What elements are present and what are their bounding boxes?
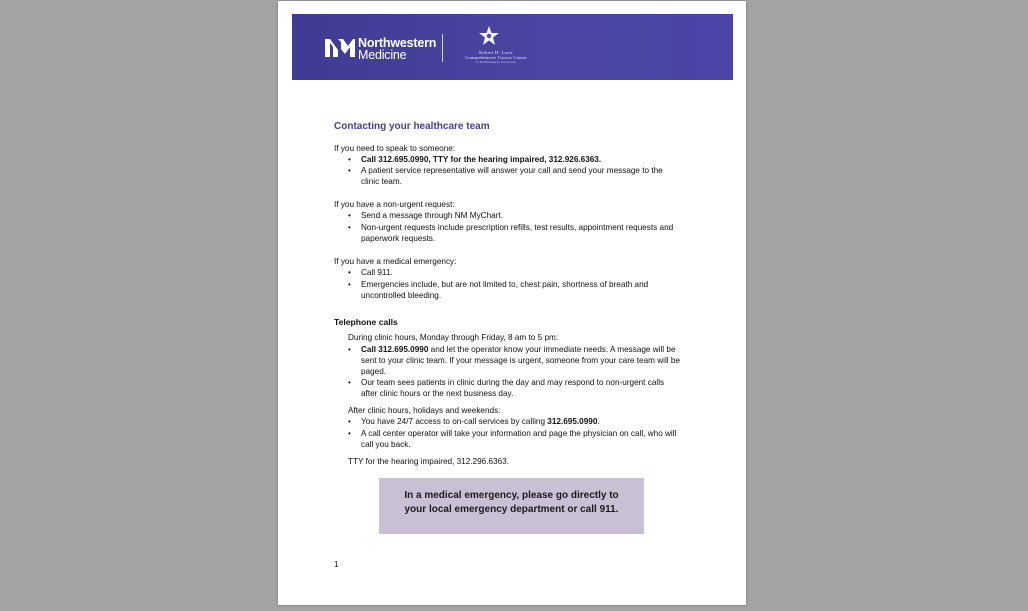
after-bullet-2-line1: A call center operator will take your information and page the physician on call, who will (361, 429, 677, 438)
after-hours-phone: 312.695.0990 (547, 417, 598, 426)
clinic-bullet-1-line2: sent to your clinic team. If your message is urgent, someone from your care team will be (361, 356, 680, 365)
partner-name-line2: Comprehensive Cancer Center (465, 55, 527, 60)
tty-line: TTY for the hearing impaired, 312.296.6363. (348, 457, 509, 466)
emergency-heading: If you have a medical emergency: (334, 257, 457, 266)
nonurgent-bullet-2-line1: Non-urgent requests include prescription refills, test results, appointment requests and (361, 223, 674, 232)
page-title: Contacting your healthcare team (334, 121, 490, 132)
nonurgent-bullet-1: Send a message through NM MyChart. (361, 211, 503, 220)
bullet-icon: • (348, 429, 351, 438)
clinic-bullet-1-rest: and let the operator know your immediate needs. A message will be (428, 345, 676, 354)
callout-line-1: In a medical emergency, please go directly to (404, 490, 619, 501)
bullet-icon: • (348, 223, 351, 232)
nonurgent-bullet-2-line2: paperwork requests. (361, 234, 436, 243)
bullet-icon: • (348, 166, 351, 175)
bullet-icon: • (348, 378, 351, 387)
header-banner (292, 14, 733, 80)
clinic-phone: Call 312.695.0990 (361, 345, 429, 354)
clinic-bullet-2-line1: Our team sees patients in clinic during the day and may respond to non-urgent calls (361, 378, 665, 387)
after-bullet-1 (361, 416, 600, 427)
logo-text-northwestern: Northwestern (358, 36, 437, 50)
bullet-icon: • (348, 417, 351, 426)
northwestern-medicine-logo-icon (324, 37, 356, 59)
emergency-bullet-2-line1: Emergencies include, but are not limited to, chest pain, shortness of breath and (361, 280, 649, 289)
bullet-icon: • (348, 268, 351, 277)
speak-bullet-1: Call 312.695.0990, TTY for the hearing impaired, 312.926.6363. (361, 155, 602, 164)
bullet-icon: • (348, 211, 351, 220)
callout-line-2: your local emergency department or call 911. (404, 503, 619, 515)
page-number: 1 (334, 560, 339, 569)
speak-bullet-2-line1: A patient service representative will answer your call and send your message to the (361, 166, 663, 175)
speak-heading: If you need to speak to someone: (334, 144, 456, 153)
clinic-bullet-1-line1 (361, 344, 676, 355)
document-page (278, 1, 746, 605)
partner-name-line1: Robert H. Lurie (479, 50, 513, 55)
after-bullet-2-line2: call you back. (361, 440, 411, 449)
lurie-star-icon (478, 25, 500, 49)
logo-divider (442, 34, 443, 62)
clinic-bullet-1-line3: paged. (361, 367, 387, 376)
clinic-hours-intro: During clinic hours, Monday through Friday, 8 am to 5 pm: (348, 333, 559, 342)
emergency-bullet-2-line2: uncontrolled bleeding. (361, 291, 442, 300)
partner-name-line3: of Northwestern University (475, 60, 517, 64)
bullet-icon: • (348, 155, 351, 164)
emergency-bullet-1: Call 911. (361, 268, 393, 277)
speak-bullet-2-line2: clinic team. (361, 177, 402, 186)
after-hours-intro: After clinic hours, holidays and weekends: (348, 406, 501, 415)
logo-text-medicine: Medicine (358, 48, 407, 62)
clinic-bullet-2-line2: after clinic hours or the next business day. (361, 389, 514, 398)
emergency-callout (379, 478, 644, 534)
bullet-icon: • (348, 280, 351, 289)
nonurgent-heading: If you have a non-urgent request: (334, 200, 455, 209)
after-bullet-1-post: . (597, 417, 600, 426)
bullet-icon: • (348, 345, 351, 354)
after-bullet-1-pre: You have 24/7 access to on-call services by calling (361, 417, 548, 426)
telephone-heading: Telephone calls (334, 317, 398, 327)
